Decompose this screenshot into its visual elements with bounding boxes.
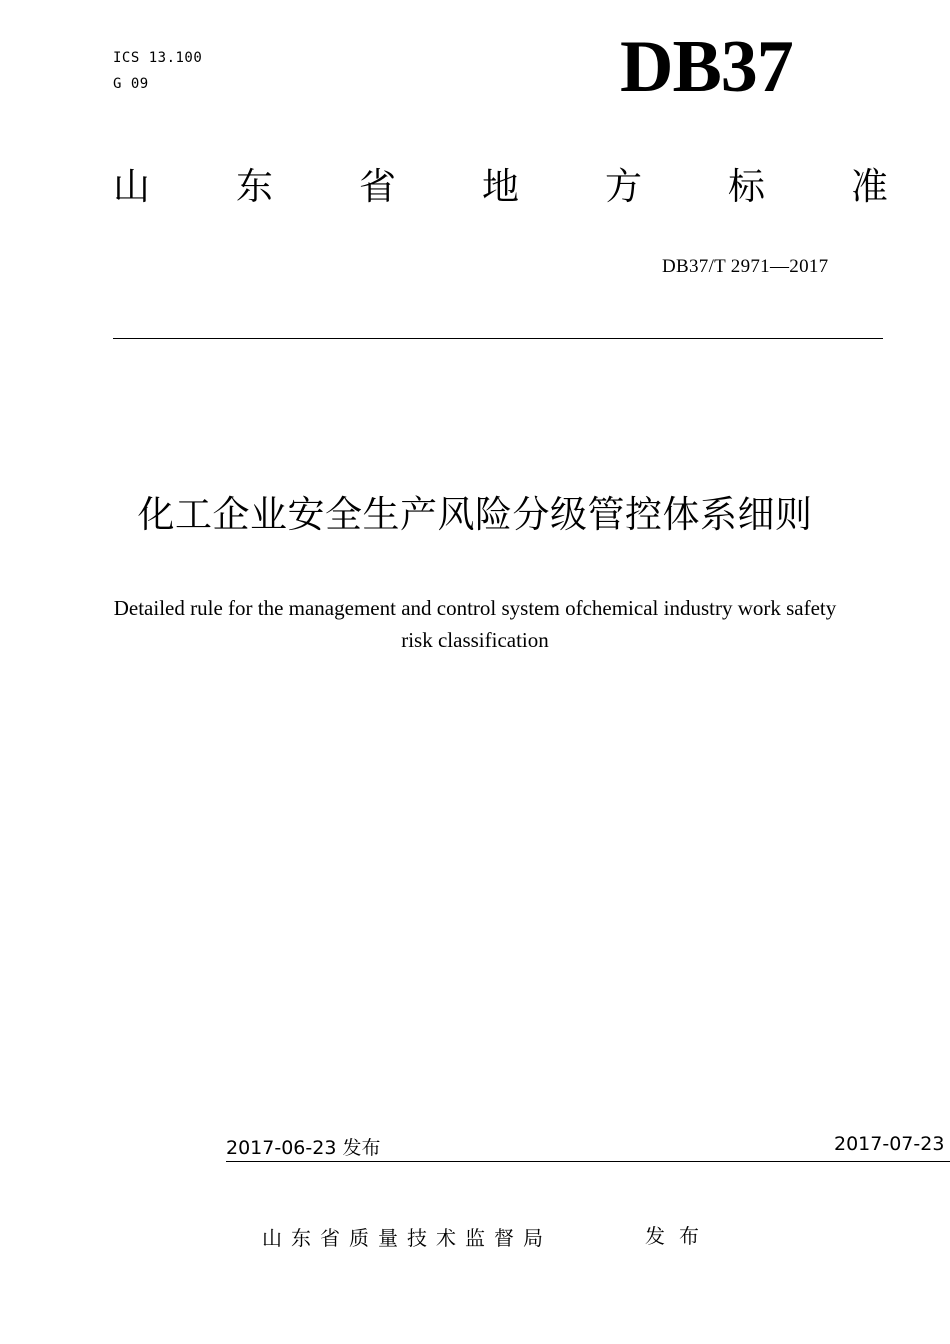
standard-type-char: 地	[482, 165, 519, 208]
standard-type-heading	[113, 165, 888, 208]
title-english	[0, 592, 950, 656]
top-divider	[113, 338, 883, 339]
standard-type-char: 标	[728, 165, 765, 208]
title-chinese: 化工企业安全生产风险分级管控体系细则	[137, 493, 813, 536]
title-english-line: risk classification	[401, 628, 549, 652]
standard-type-char: 方	[605, 165, 642, 208]
ics-code: ICS 13.100	[113, 50, 203, 66]
ccs-code: G 09	[113, 76, 149, 92]
standard-logo: DB37	[620, 26, 793, 108]
implementation-date: 2017-07-23	[834, 1133, 945, 1155]
standard-type-char: 省	[359, 165, 396, 208]
standard-type-char: 山	[113, 165, 150, 208]
issue-date: 2017-06-23 发布	[226, 1137, 381, 1159]
title-english-line: Detailed rule for the management and control system ofchemical industry work safety	[113, 596, 837, 620]
standard-type-char: 东	[236, 165, 273, 208]
standard-type-char: 准	[851, 165, 888, 208]
standard-number: DB37/T 2971—2017	[662, 256, 829, 277]
publisher-name: 山东省质量技术监督局	[262, 1226, 552, 1250]
bottom-divider	[226, 1161, 950, 1162]
publish-label: 发布	[645, 1224, 713, 1248]
